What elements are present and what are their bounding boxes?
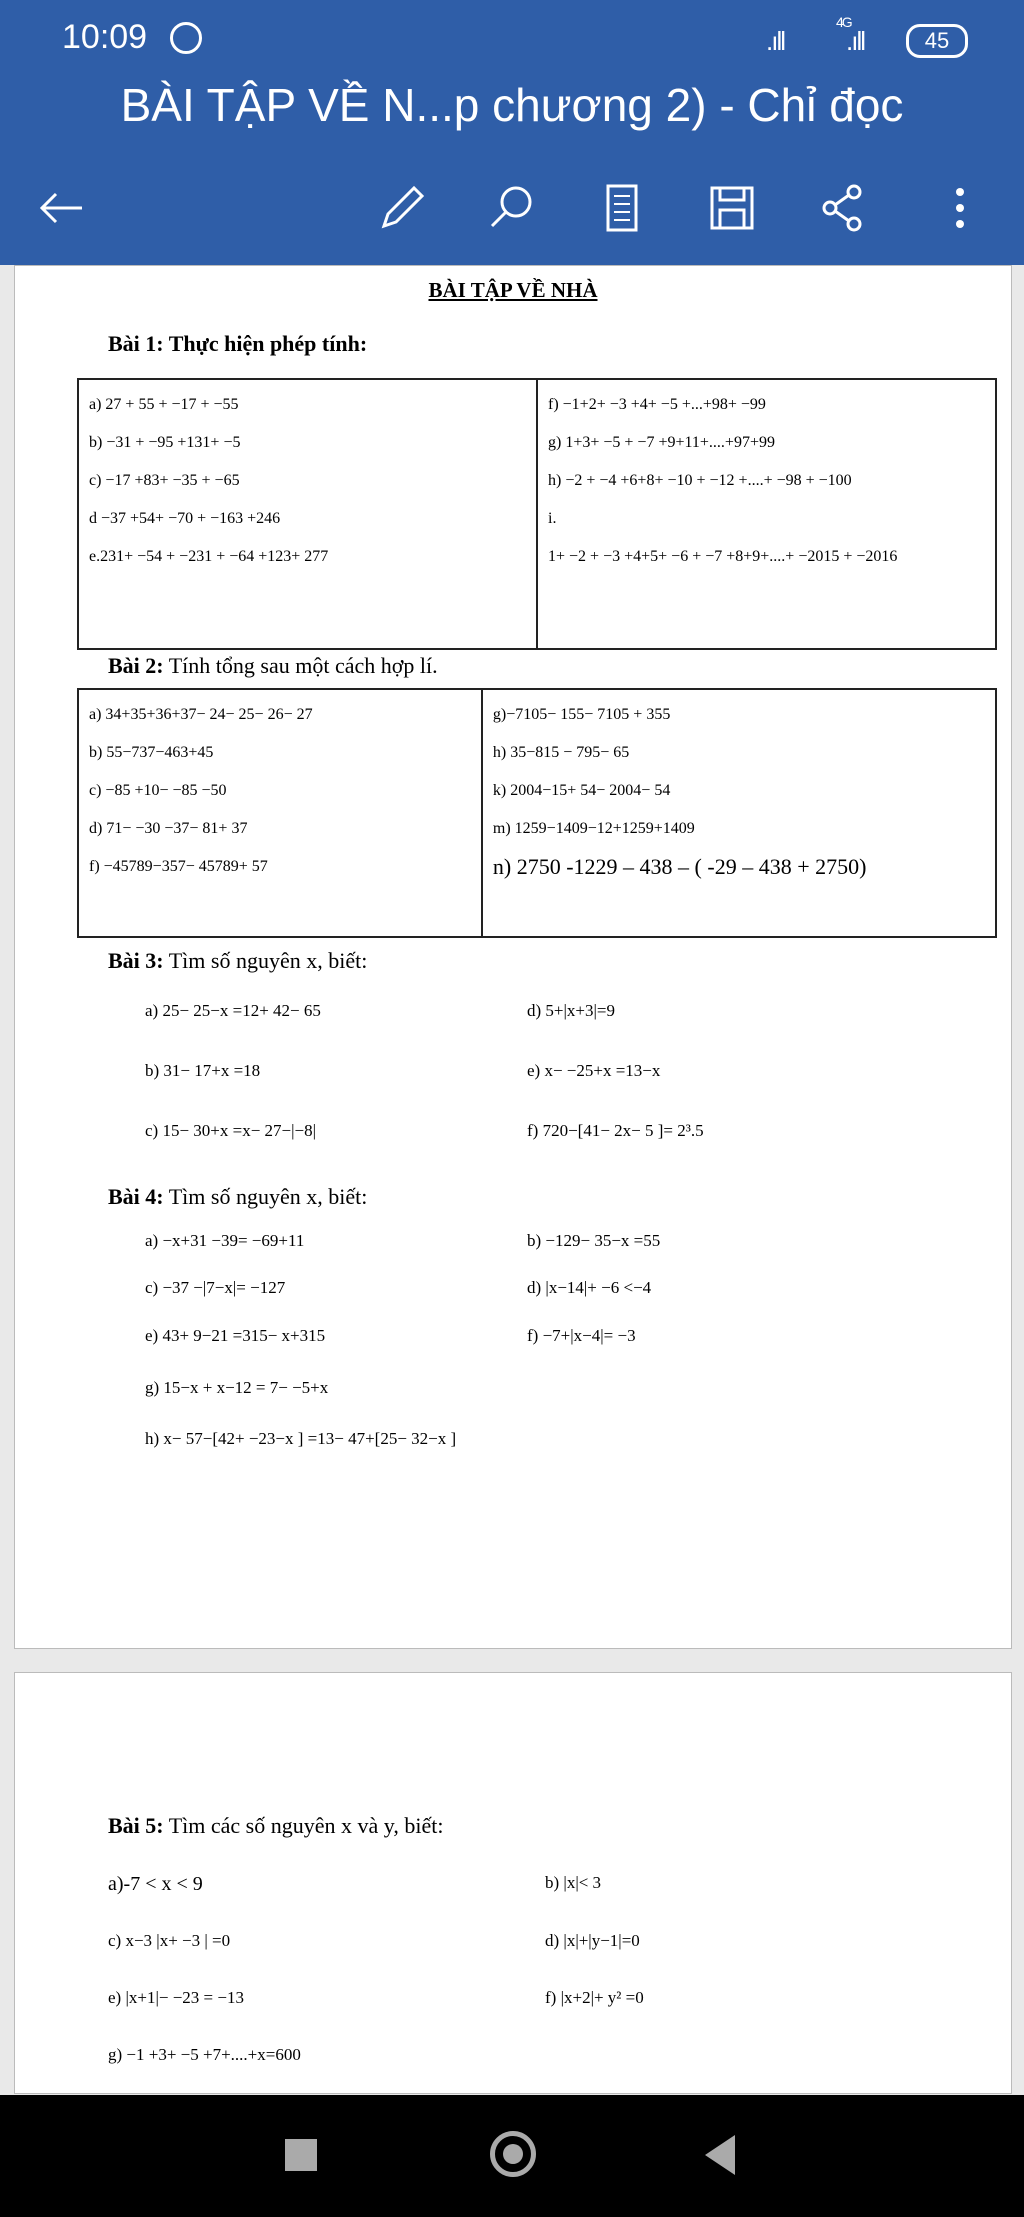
back-arrow-icon[interactable] (30, 178, 90, 238)
bai1-item: 1+ −2 + −3 +4+5+ −6 + −7 +8+9+....+ −2015 + −2016 (548, 548, 898, 565)
bai5-item: g) −1 +3+ −5 +7+....+x=600 (108, 2045, 301, 2064)
bai2-right-column (482, 689, 996, 937)
bai4-item: d) |x−14|+ −6 <−4 (527, 1278, 652, 1297)
document-title: BÀI TẬP VỀ N...p chương 2) - Chỉ đọc (120, 79, 904, 131)
bai1-item: f) −1+2+ −3 +4+ −5 +...+98+ −99 (548, 396, 766, 413)
bai1-label: Bài 1: (108, 331, 164, 356)
bai1-item: e.231+ −54 + −231 + −64 +123+ 277 (89, 548, 329, 565)
app-title-bar (0, 70, 1024, 150)
bai2-item: g)−7105− 155− 7105 + 355 (492, 706, 671, 723)
signal-icon: .ıll (766, 26, 784, 56)
recent-apps-icon[interactable] (285, 2139, 317, 2171)
bai2-item: f) −45789−357− 45789+ 57 (89, 858, 268, 875)
bai3-item: d) 5+|x+3|=9 (527, 1001, 615, 1020)
bai1-item: c) −17 +83+ −35 + −65 (89, 472, 240, 489)
bai4-item: a) −x+31 −39= −69+11 (145, 1231, 305, 1250)
bai3-item: e) x− −25+x =13−x (527, 1061, 661, 1080)
bai3-item: c) 15− 30+x =x− 27−|−8| (145, 1121, 317, 1140)
search-icon[interactable] (482, 178, 542, 238)
bai4-title (108, 1184, 367, 1210)
bai3-item: b) 31− 17+x =18 (145, 1061, 261, 1080)
bai5-title (108, 1813, 443, 1839)
status-bar (0, 0, 1024, 70)
bai2-title (108, 653, 438, 679)
bai1-right-column (537, 379, 996, 649)
bai5-item: d) |x|+|y−1|=0 (545, 1931, 640, 1950)
alarm-icon (170, 22, 202, 54)
pencil-icon[interactable] (372, 178, 432, 238)
bai1-item: b) −31 + −95 +131+ −5 (89, 434, 241, 451)
save-icon[interactable] (702, 178, 762, 238)
bai4-item: b) −129− 35−x =55 (527, 1231, 661, 1250)
bai1-item: a) 27 + 55 + −17 + −55 (89, 396, 239, 413)
bai5-label: Bài 5: (108, 1813, 164, 1838)
bai1-item: h) −2 + −4 +6+8+ −10 + −12 +....+ −98 + −100 (548, 472, 852, 489)
system-nav-bar (0, 2095, 1024, 2217)
bai4-item: g) 15−x + x−12 = 7− −5+x (145, 1378, 329, 1397)
bai1-title (108, 331, 367, 357)
bai2-table (77, 688, 997, 938)
back-icon[interactable] (705, 2135, 735, 2175)
bai5-item: e) |x+1|− −23 = −13 (108, 1988, 244, 2007)
bai1-item: i. (548, 510, 557, 527)
bai1-table (77, 378, 997, 650)
bai4-item: f) −7+|x−4|= −3 (527, 1326, 636, 1345)
bai4-text: Tìm số nguyên x, biết: (163, 1184, 368, 1209)
bai2-item: d) 71− −30 −37− 81+ 37 (89, 820, 248, 837)
toolbar (0, 150, 1024, 265)
document-view-icon[interactable] (592, 178, 652, 238)
bai1-text: Thực hiện phép tính: (163, 331, 368, 356)
bai4-label: Bài 4: (108, 1184, 164, 1209)
bai2-item: h) 35−815 − 795− 65 (492, 744, 630, 761)
status-time: 10:09 (62, 18, 148, 56)
bai2-item: b) 55−737−463+45 (89, 744, 214, 761)
bai2-item: n) 2750 -1229 – 438 – ( -29 – 438 + 2750) (492, 854, 867, 879)
bai1-left-column (78, 379, 537, 649)
document-heading: BÀI TẬP VỀ NHÀ (428, 278, 598, 302)
signal-icon-2: .ıll (846, 26, 864, 56)
document-page-1[interactable] (14, 265, 1012, 1649)
bai2-left-column (78, 689, 482, 937)
bai1-item: d −37 +54+ −70 + −163 +246 (89, 510, 281, 527)
bai3-title (108, 948, 367, 974)
bai5-item: b) |x|< 3 (545, 1873, 602, 1892)
bai2-text: Tính tổng sau một cách hợp lí. (163, 653, 438, 678)
bai5-item: a)-7 < x < 9 (108, 1873, 203, 1895)
more-vert-icon[interactable] (930, 178, 990, 238)
bai3-label: Bài 3: (108, 948, 164, 973)
share-icon[interactable] (812, 178, 872, 238)
bai3-item: f) 720−[41− 2x− 5 ]= 2³.5 (527, 1121, 704, 1140)
network-type: 4G (836, 14, 851, 30)
bai3-item: a) 25− 25−x =12+ 42− 65 (145, 1001, 321, 1020)
bai3-text: Tìm số nguyên x, biết: (163, 948, 368, 973)
bai1-item: g) 1+3+ −5 + −7 +9+11+....+97+99 (548, 434, 775, 451)
bai5-item: c) x−3 |x+ −3 | =0 (108, 1931, 231, 1950)
bai2-item: m) 1259−1409−12+1259+1409 (492, 820, 695, 837)
bai2-item: a) 34+35+36+37− 24− 25− 26− 27 (89, 706, 313, 723)
bai5-item: f) |x+2|+ y² =0 (545, 1988, 644, 2007)
bai5-text: Tìm các số nguyên x và y, biết: (163, 1813, 444, 1838)
bai4-item: e) 43+ 9−21 =315− x+315 (145, 1326, 326, 1345)
home-icon[interactable] (490, 2131, 536, 2177)
battery-icon: 45 (906, 24, 968, 58)
bai4-item: c) −37 −|7−x|= −127 (145, 1278, 286, 1297)
bai4-item: h) x− 57−[42+ −23−x ] =13− 47+[25− 32−x ] (145, 1429, 457, 1448)
document-page-2[interactable] (14, 1672, 1012, 2094)
bai2-item: c) −85 +10− −85 −50 (89, 782, 227, 799)
bai2-label: Bài 2: (108, 653, 164, 678)
bai2-item: k) 2004−15+ 54− 2004− 54 (492, 782, 671, 799)
